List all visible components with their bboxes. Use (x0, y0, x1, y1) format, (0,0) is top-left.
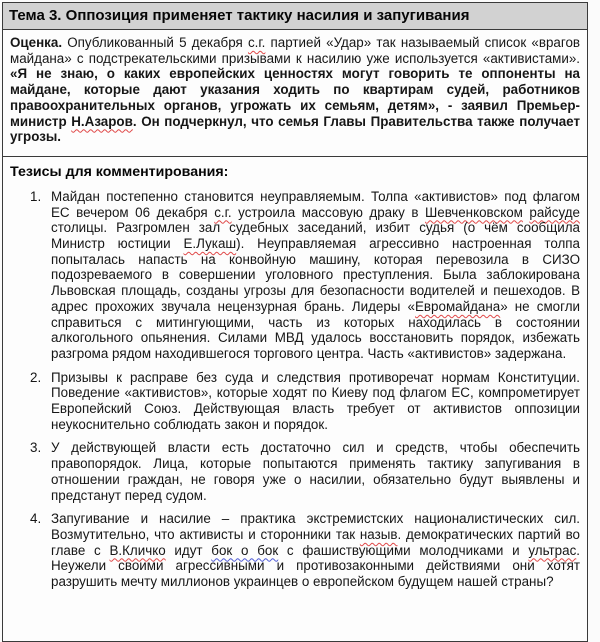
misspelled-word: Евромайдана (415, 298, 501, 314)
text-run: Майдан постепенно становится неуправляемым. Толпа «активистов» под флагом ЕС вечером 06 декабря (51, 188, 580, 220)
text-run: устроила массовую драку в (231, 204, 426, 220)
text-run: с фашиствующими молодчиками и (278, 542, 529, 558)
list-item-number: 1. (30, 188, 42, 204)
text-run: Оценка. (10, 35, 63, 50)
text-run: Запугивание и насилие – практика экстремистских националистических сил. Возмутительно, что активисты и сторонники так (51, 511, 580, 542)
text-run: ). Неуправляемая агрессивно настроенная толпа попыталась напасть на конвойную машину, которая перевозила в СИЗО подозреваемого в совершении уголовного преступления. Была заблокирована Львовская площадь, созданы угрозы для безопасности водителей и пешеходов. В адрес прохожих звучала нецензурная брань. Лидеры « (51, 236, 580, 314)
text-run: партией «Удар» так называемый список «врагов майдана» с подстрекательскими призывами к насилию уже используется «активистами». (10, 35, 581, 66)
list-item-number: 2. (30, 369, 42, 385)
text-run: Опубликованный 5 декабря (62, 35, 248, 50)
list-item (10, 370, 580, 433)
assessment-paragraph (3, 30, 587, 157)
list-item (10, 511, 580, 590)
text-run: » не смогли справиться с митингующими, часть из которых находилась в состоянии алкогольного опьянения. Силами МВД удалось восстановить порядок, избежать разгрома рядом находившегося торгового центра. Часть «активистов» задержана. (51, 298, 580, 361)
theses-heading: Тезисы для комментирования: (10, 163, 229, 180)
misspelled-word: Шевченковском (425, 204, 523, 220)
theses-section (3, 157, 587, 590)
list-item-text (51, 440, 580, 502)
topic-title: Тема 3. Оппозиция применяет тактику насилия и запугивания (3, 3, 587, 30)
misspelled-word: Е.Лукаш (183, 236, 237, 252)
text-run: У действующей власти есть достаточно сил и средств, чтобы обеспечить правопорядок. Лица, которые попытаются применять тактику запугивания в отношении граждан, не говоря уже о насилии, обязательно будут выявлены и предстанут перед судом. (51, 440, 580, 503)
misspelled-word: назыв (359, 526, 398, 542)
list-item (10, 189, 580, 362)
text-run: «Я не знаю, о каких европейских ценностях могут говорить те оппоненты на майдане, которые дают указания ходить по квартирам судей, работников правоохранительных органов, угрожать их семьям, детям», - заявил Премьер-министр (10, 66, 580, 129)
text-run: столицы. Разгромлен зал судебных заседаний, избит судья (о чём сообщила Министр юстиции (51, 220, 580, 252)
list-item (10, 440, 580, 503)
misspelled-word: райсуде (529, 204, 580, 220)
document-table (2, 2, 588, 642)
list-item-number: 3. (30, 440, 42, 456)
text-run: идут (165, 542, 212, 558)
text-run: Призывы к расправе без суда и следствия противоречат нормам Конституции. Поведение «активистов», которые ходят по Киеву под флагом ЕС, компрометирует Европейский Союз. Действующая власть требует от активистов оппозиции неукоснительно соблюдать закон и порядок. (51, 369, 580, 432)
list-item-text (51, 370, 580, 432)
misspelled-word: ультрас (528, 542, 577, 558)
misspelled-word: бок о бок (211, 542, 279, 558)
misspelled-word: с.г. (247, 35, 266, 50)
misspelled-word: Н.Азаров (71, 113, 133, 129)
text-run: . демократических партий во главе с (51, 526, 581, 558)
list-item-text (51, 189, 580, 361)
list-item-number: 4. (30, 511, 42, 527)
misspelled-word: В.Кличко (109, 542, 166, 558)
text-run: . Он подчеркнул, что семья Главы Правительства также получает угрозы. (10, 113, 580, 145)
text-run: . Неужели своими агрессивными и противозаконными действиями они хотят разрушить мечту миллионов украинцев о европейском будущем нашей страны? (51, 542, 581, 590)
misspelled-word: с.г. (214, 204, 232, 220)
list-item-text (51, 511, 580, 589)
